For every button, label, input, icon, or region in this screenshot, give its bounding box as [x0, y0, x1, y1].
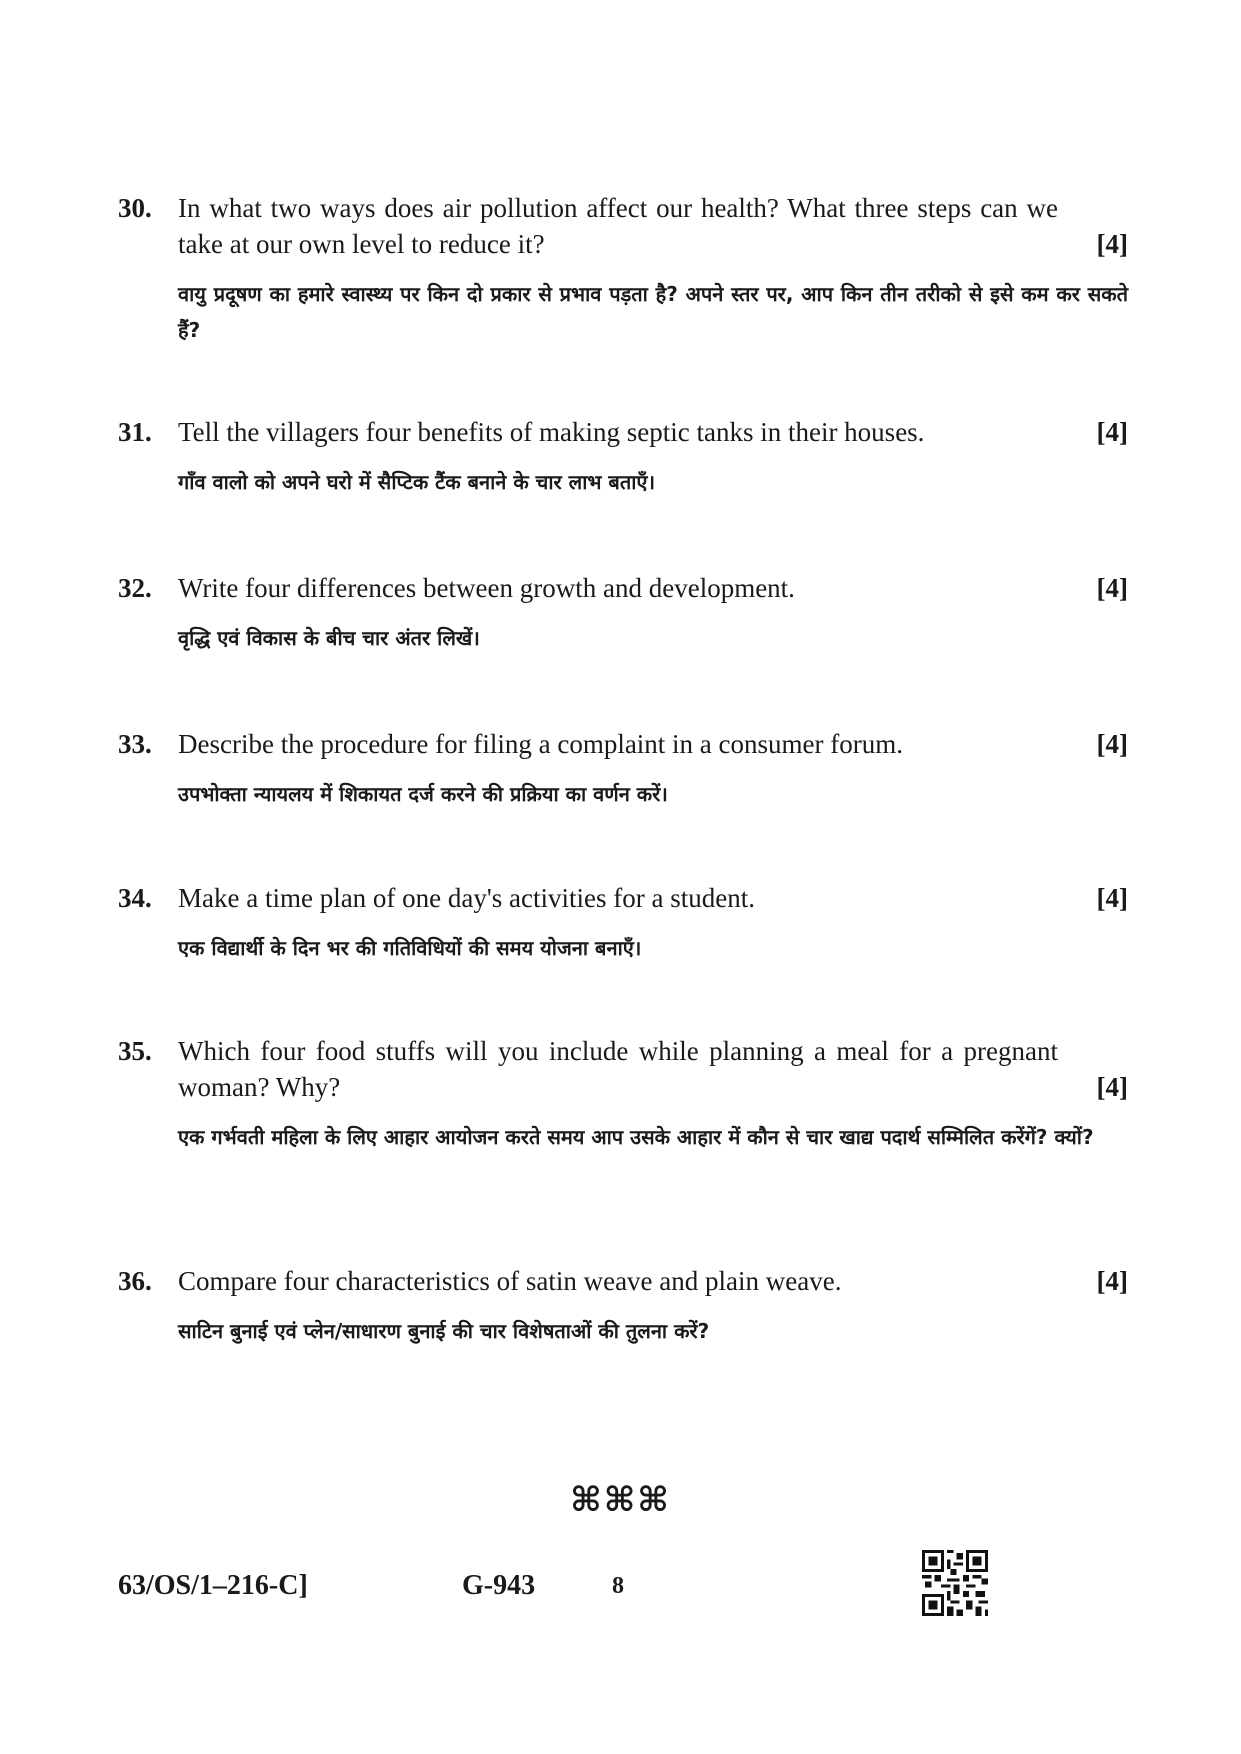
question-text-english: In what two ways does air pollution affect our health? What three steps can we take at our own level to reduce it?: [178, 193, 1058, 259]
question-text-hindi: साटिन बुनाई एवं प्लेन/साधारण बुनाई की चार विशेषताओं की तुलना करें?: [178, 1319, 710, 1343]
end-of-paper-mark: ⌘⌘⌘: [570, 1480, 671, 1520]
question-text-hindi: एक गर्भवती महिला के लिए आहार आयोजन करते समय आप उसके आहार में कौन से चार खाद्य पदार्थ सम्मिलित करेंगें? क्यों?: [178, 1125, 1094, 1149]
question-32: [118, 570, 1128, 656]
question-number: 30.: [118, 193, 152, 223]
question-text-hindi: वायु प्रदूषण का हमारे स्वास्थ्य पर किन दो प्रकार से प्रभाव पड़ता है? अपने स्तर पर, आप किन तीन तरीको से इसे कम कर सकते हैं?: [178, 282, 1128, 342]
question-text-english: Describe the procedure for filing a complaint in a consumer forum.: [178, 729, 903, 759]
paper-code: 63/OS/1–216-C]: [118, 1570, 308, 1601]
marks-label: [4]: [1096, 883, 1128, 913]
page-number: 8: [612, 1573, 624, 1599]
question-30: [118, 190, 1128, 348]
question-text-english: Which four food stuffs will you include while planning a meal for a pregnant woman? Why?: [178, 1036, 1058, 1102]
marks-label: [4]: [1096, 1072, 1128, 1102]
question-number: 31.: [118, 417, 152, 447]
question-33: [118, 726, 1128, 812]
question-number: 32.: [118, 573, 152, 603]
series-code: G-943: [462, 1570, 536, 1601]
question-text-hindi: वृद्धि एवं विकास के बीच चार अंतर लिखें।: [178, 626, 480, 650]
marks-label: [4]: [1096, 573, 1128, 603]
question-number: 34.: [118, 883, 152, 913]
question-number: 33.: [118, 729, 152, 759]
qr-code-icon: [922, 1550, 988, 1616]
marks-label: [4]: [1096, 229, 1128, 259]
question-text-hindi: एक विद्यार्थी के दिन भर की गतिविधियों की समय योजना बनाएँ।: [178, 936, 642, 960]
question-31: [118, 414, 1128, 500]
question-text-english: Compare four characteristics of satin weave and plain weave.: [178, 1266, 842, 1296]
marks-label: [4]: [1096, 1266, 1128, 1296]
question-text-hindi: गाँव वालो को अपने घरो में सैप्टिक टैंक बनाने के चार लाभ बताएँ।: [178, 470, 656, 494]
question-34: [118, 880, 1128, 966]
question-35: [118, 1033, 1128, 1155]
question-number: 35.: [118, 1036, 152, 1066]
question-number: 36.: [118, 1266, 152, 1296]
marks-label: [4]: [1096, 729, 1128, 759]
question-text-english: Write four differences between growth and development.: [178, 573, 795, 603]
question-36: [118, 1263, 1128, 1349]
marks-label: [4]: [1096, 417, 1128, 447]
question-text-english: Tell the villagers four benefits of making septic tanks in their houses.: [178, 417, 925, 447]
question-text-hindi: उपभोक्ता न्यायलय में शिकायत दर्ज करने की प्रक्रिया का वर्णन करें।: [178, 782, 668, 806]
question-text-english: Make a time plan of one day's activities for a student.: [178, 883, 755, 913]
